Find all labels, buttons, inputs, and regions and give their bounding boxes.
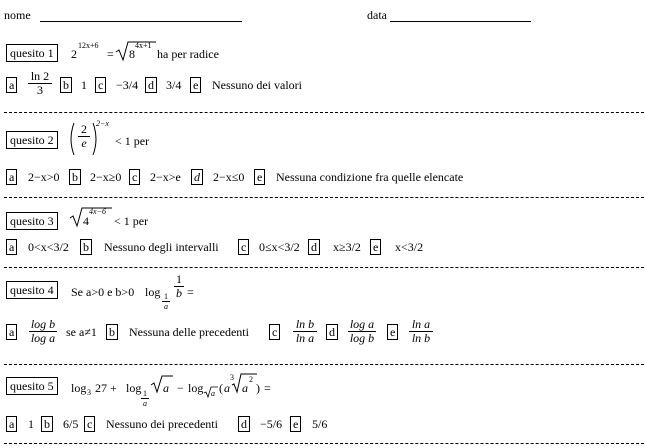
q5-eq: = [264,381,271,395]
q5-open-paren: ( [219,381,223,395]
q3-option-a-value: 0<x<3/2 [28,240,69,254]
q2-option-e-box[interactable]: e [254,169,265,185]
q4-option-e-value: $\frac{\text{ln a}}{\text{ln b}}$ [409,318,433,345]
q5-log3-base: a [211,389,215,398]
q5-root-index: 3 [230,373,234,382]
divider [4,112,644,113]
q4-option-a-box[interactable]: a [6,324,17,340]
q3-option-d-box[interactable]: d [308,239,320,255]
q3-option-b-value: Nessuno degli intervalli [104,240,219,254]
q1-option-c-value: −3/4 [116,78,139,92]
divider [4,364,644,365]
q5-log1-arg: 27 + [95,381,117,395]
q5-log2-arg: a [163,381,169,395]
q2-option-a-value: 2−x>0 [28,170,60,184]
name-label: nome [4,8,31,22]
q3-option-a-box[interactable]: a [6,239,17,255]
q3-root-base: 4 [83,214,89,228]
q1-option-e-value: Nessuno dei valori [212,78,302,92]
q1-option-c-box[interactable]: c [95,77,106,93]
q5-log2: log [126,381,142,395]
q2-suffix: < 1 per [115,134,150,148]
q4-option-d-value: $\frac{\text{log a}}{\text{log b}}$ [349,317,375,345]
q4-label: quesito 4 [6,281,58,299]
q1-root-base: 8 [129,47,135,61]
q5-log3-arg-a: a [224,381,230,395]
q1-option-b-box[interactable]: b [60,77,72,93]
q3-option-e-value: x<3/2 [395,240,424,254]
q2-label: quesito 2 [6,131,58,149]
q5-log2-base: $\frac{1}{a}$ [143,389,147,408]
q3-suffix: < 1 per [114,214,149,228]
q5-option-e-value: 5/6 [312,417,328,431]
q4-option-b-value: Nessuna delle precedenti [129,325,249,339]
q5-minus: − [177,381,184,395]
q2-option-b-value: 2−x≥0 [90,170,122,184]
q3-label: quesito 3 [6,212,58,230]
q2-fraction: $\frac{2}{e}$ [78,123,90,150]
q1-option-b-value: 1 [81,78,87,92]
q4-option-b-box[interactable]: b [106,324,118,340]
q3-option-c-box[interactable]: c [238,239,249,255]
q2-option-c-box[interactable]: c [129,169,140,185]
date-field[interactable] [390,21,531,22]
q5-option-b-value: 6/5 [63,417,79,431]
q2-exp: 2−x [96,119,109,128]
divider [4,267,644,268]
q2-option-c-value: 2−x>e [150,170,181,184]
name-field[interactable] [40,21,242,22]
q1-option-e-box[interactable]: e [190,77,201,93]
q5-close-paren: ) [256,381,260,395]
q2-option-d-value: 2−x≤0 [213,170,245,184]
q3-option-c-value: 0≤x<3/2 [259,240,300,254]
q4-log-base: $\frac{1}{a}$ [164,292,168,311]
q1-suffix: ha per radice [157,47,219,61]
q2-option-e-value: Nessuna condizione fra quelle elencate [276,170,464,184]
q4-option-d-box[interactable]: d [326,324,338,340]
q1-base: 2 [71,47,77,61]
q5-option-d-value: −5/6 [260,417,283,431]
q4-option-c-value: $\frac{\text{ln b}}{\text{ln a}}$ [293,318,317,345]
q5-root-exp: 2 [249,375,253,384]
q3-option-d-value: x≥3/2 [333,240,361,254]
q1-option-d-value: 3/4 [166,78,182,92]
q3-option-b-box[interactable]: b [80,239,92,255]
q3-option-e-box[interactable]: e [370,239,381,255]
q4-log: log [145,285,161,299]
q1-option-a-value: $\frac{\ln 2}{3}$ [28,70,52,97]
q4-argument: $\frac{1}{b}$ [176,272,182,300]
q5-log3: log [188,381,204,395]
q5-option-d-box[interactable]: d [238,416,250,432]
q4-option-a-value: $\frac{\text{log b}}{\text{log a}}$ [30,317,56,345]
q4-eq: = [187,285,194,299]
q1-eq: = [107,47,114,61]
q2-option-d-box[interactable]: d [191,169,203,185]
q5-option-c-box[interactable]: c [84,416,95,432]
q4-option-e-box[interactable]: e [387,324,398,340]
q1-option-a-box[interactable]: a [6,77,17,93]
q5-log1-base: 3 [87,388,91,397]
q5-option-a-box[interactable]: a [6,416,17,432]
q4-option-c-box[interactable]: c [269,324,280,340]
q5-root-a: a [242,381,248,395]
q1-root-exp: 4x+1 [135,41,152,50]
q5-option-b-box[interactable]: b [41,416,53,432]
date-label: data [367,8,387,22]
q5-option-c-value: Nessuno dei precedenti [106,417,218,431]
q5-sqrt-sign [151,374,173,394]
q4-option-a-condition: se a≠1 [66,325,97,339]
divider [4,443,644,444]
divider [4,197,644,198]
q1-label: quesito 1 [6,44,58,62]
q5-log1: log [71,381,87,395]
q1-option-d-box[interactable]: d [145,77,157,93]
q1-exp: 12x+6 [78,41,99,50]
q2-option-b-box[interactable]: b [69,169,81,185]
q2-option-a-box[interactable]: a [6,169,17,185]
q3-root-exp: 4x−6 [89,207,106,216]
q5-label: quesito 5 [6,377,58,395]
q5-option-a-value: 1 [28,417,34,431]
q4-text: Se a>0 e b>0 [71,285,135,299]
q5-option-e-box[interactable]: e [290,416,301,432]
